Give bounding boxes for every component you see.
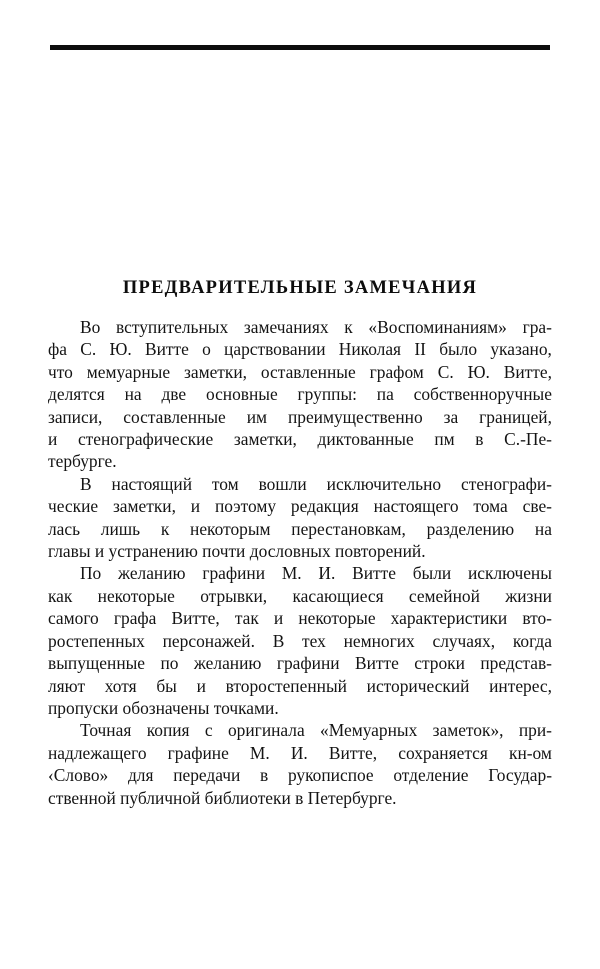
word: составленные <box>123 406 226 427</box>
word: гра- <box>522 317 552 337</box>
word: мемуарные <box>86 361 171 382</box>
word: и <box>196 675 206 696</box>
text-line <box>48 652 552 674</box>
word: заметки, <box>112 496 176 517</box>
word: Ю. <box>109 339 132 360</box>
word: В <box>272 630 285 651</box>
word: По <box>80 563 102 584</box>
word: были <box>412 563 452 584</box>
word: в <box>260 765 269 786</box>
word: диктованные <box>317 429 414 450</box>
word: ‹Слово» <box>48 765 109 786</box>
text-line <box>48 495 552 517</box>
word: к <box>160 518 170 539</box>
word: тех <box>302 630 326 651</box>
text-line <box>48 338 552 360</box>
word: с <box>204 720 213 741</box>
text-line: главы и устранению почти дословных повторений. <box>48 541 426 562</box>
word: и <box>48 429 58 450</box>
word: заметок», <box>432 720 504 741</box>
text-line <box>48 607 552 629</box>
word: когда <box>512 630 552 651</box>
word: графа <box>113 608 157 629</box>
text-line <box>48 406 552 428</box>
word: основные <box>205 384 278 405</box>
text-line: тербурге. <box>48 451 117 472</box>
word: две <box>161 384 187 405</box>
text-line <box>48 719 552 741</box>
word: вто- <box>522 608 552 629</box>
text-line <box>48 361 552 383</box>
word: Во <box>80 317 101 337</box>
word: «Воспоминаниям» <box>368 317 507 337</box>
word: Ю. <box>467 361 490 382</box>
word: Витте, <box>171 608 220 629</box>
word: В <box>80 473 92 494</box>
word: тома <box>473 496 508 517</box>
word: фа <box>48 339 67 360</box>
word: второстепенный <box>225 675 347 696</box>
word: оставленные <box>260 361 356 382</box>
word: некоторые <box>298 608 376 629</box>
word: персонажей. <box>162 630 255 651</box>
word: к <box>344 317 353 337</box>
word: некоторые <box>97 585 175 606</box>
word: том <box>211 473 239 494</box>
word: све- <box>522 496 552 517</box>
word: ляют <box>48 675 86 696</box>
word: «Мемуарных <box>320 720 418 741</box>
word: интерес, <box>489 675 552 696</box>
word: М. <box>281 563 302 584</box>
word: Витте, <box>503 361 552 382</box>
header-rule <box>50 45 550 50</box>
word: желанию <box>193 653 262 674</box>
word: ростепенных <box>48 630 145 651</box>
text-line <box>48 630 552 652</box>
word: редакция <box>290 496 359 517</box>
word: при- <box>518 720 552 741</box>
word: графом <box>369 361 424 382</box>
word: рукописпое <box>287 765 374 786</box>
word: заметки, <box>233 429 297 450</box>
word: копия <box>146 720 190 741</box>
paragraph-3 <box>48 562 552 719</box>
word: в <box>475 429 484 450</box>
text-line <box>48 428 552 450</box>
word: на <box>124 384 142 405</box>
word: лишь <box>100 518 141 539</box>
word: Витте <box>352 563 396 584</box>
word: так <box>234 608 259 629</box>
word: самого <box>48 608 99 629</box>
word: Точная <box>80 720 132 741</box>
text-line: пропуски обозначены точками. <box>48 697 279 718</box>
word: указано, <box>490 339 552 360</box>
word: Витте, <box>328 742 378 763</box>
word: оригинала <box>227 720 305 741</box>
word: замечаниях <box>243 317 329 337</box>
text-line <box>48 316 552 338</box>
word: группы: <box>297 384 357 405</box>
word: вступительных <box>116 317 229 337</box>
word: стенографические <box>77 429 214 450</box>
word: отделение <box>393 765 469 786</box>
word: разделению <box>426 518 515 539</box>
paragraph-2 <box>48 473 552 563</box>
word: графини <box>276 653 340 674</box>
paragraph-1 <box>48 316 552 473</box>
word: на <box>534 518 552 539</box>
word: и <box>190 496 201 517</box>
word: жизни <box>505 585 552 606</box>
word: строки <box>414 653 465 674</box>
word: И. <box>290 742 308 763</box>
word: желанию <box>118 563 186 584</box>
word: И. <box>318 563 336 584</box>
word: по <box>160 653 179 674</box>
word: Государ- <box>488 765 552 786</box>
word: настоящего <box>373 496 459 517</box>
word: М. <box>249 742 270 763</box>
word: кн-ом <box>509 742 552 763</box>
word: исключительно <box>326 473 442 494</box>
text-line <box>48 585 552 607</box>
text-line <box>48 675 552 697</box>
word: делятся <box>48 384 105 405</box>
word: графине <box>167 742 229 763</box>
word: вошли <box>258 473 307 494</box>
word: ческие <box>48 496 99 517</box>
text-line <box>48 383 552 405</box>
word: собственноручные <box>413 384 552 405</box>
word: и <box>273 608 284 629</box>
word: па <box>376 384 394 405</box>
word: графини <box>202 563 266 584</box>
word: характеристики <box>390 608 508 629</box>
word: пм <box>434 429 455 450</box>
word: некоторым <box>190 518 271 539</box>
word: С.-Пе- <box>504 429 552 450</box>
word: касающиеся <box>292 585 384 606</box>
word: отрывки, <box>200 585 268 606</box>
word: Николая <box>338 339 402 360</box>
text-line <box>48 764 552 786</box>
word: С. <box>437 361 454 382</box>
word: преимущественно <box>287 406 423 427</box>
word: было <box>439 339 478 360</box>
word: бы <box>156 675 177 696</box>
word: стенографи- <box>461 473 552 494</box>
text-line: ственной публичной библиотеки в Петербурге. <box>48 787 397 808</box>
paragraph-4 <box>48 719 552 809</box>
word: перестановкам, <box>291 518 406 539</box>
word: выпущенные <box>48 653 146 674</box>
word: лась <box>48 518 81 539</box>
word: Витте <box>355 653 399 674</box>
word: царствовании <box>224 339 326 360</box>
word: поэтому <box>214 496 277 517</box>
word: С. <box>80 339 97 360</box>
word: представ- <box>480 653 552 674</box>
word: сохраняется <box>398 742 488 763</box>
word: записи, <box>48 406 103 427</box>
text-line <box>48 562 552 584</box>
word: границей, <box>479 406 552 427</box>
word: для <box>127 765 154 786</box>
text-line <box>48 473 552 495</box>
word: надлежащего <box>48 742 147 763</box>
word: Витте <box>144 339 189 360</box>
word: хотя <box>104 675 137 696</box>
word: немногих <box>343 630 415 651</box>
word: случаях, <box>432 630 496 651</box>
word: им <box>246 406 268 427</box>
word: настоящий <box>111 473 192 494</box>
word: о <box>202 339 211 360</box>
word: исторический <box>366 675 470 696</box>
word: за <box>443 406 459 427</box>
word: заметки, <box>183 361 247 382</box>
page-title: ПРЕДВАРИТЕЛЬНЫЕ ЗАМЕЧАНИЯ <box>122 278 478 298</box>
word: как <box>48 585 73 606</box>
word: семейной <box>408 585 480 606</box>
text-line <box>48 518 552 540</box>
word: передачи <box>173 765 241 786</box>
word: II <box>414 339 426 360</box>
word: что <box>48 361 73 382</box>
text-line <box>48 742 552 764</box>
word: исключены <box>467 563 552 584</box>
body-text <box>48 316 552 809</box>
